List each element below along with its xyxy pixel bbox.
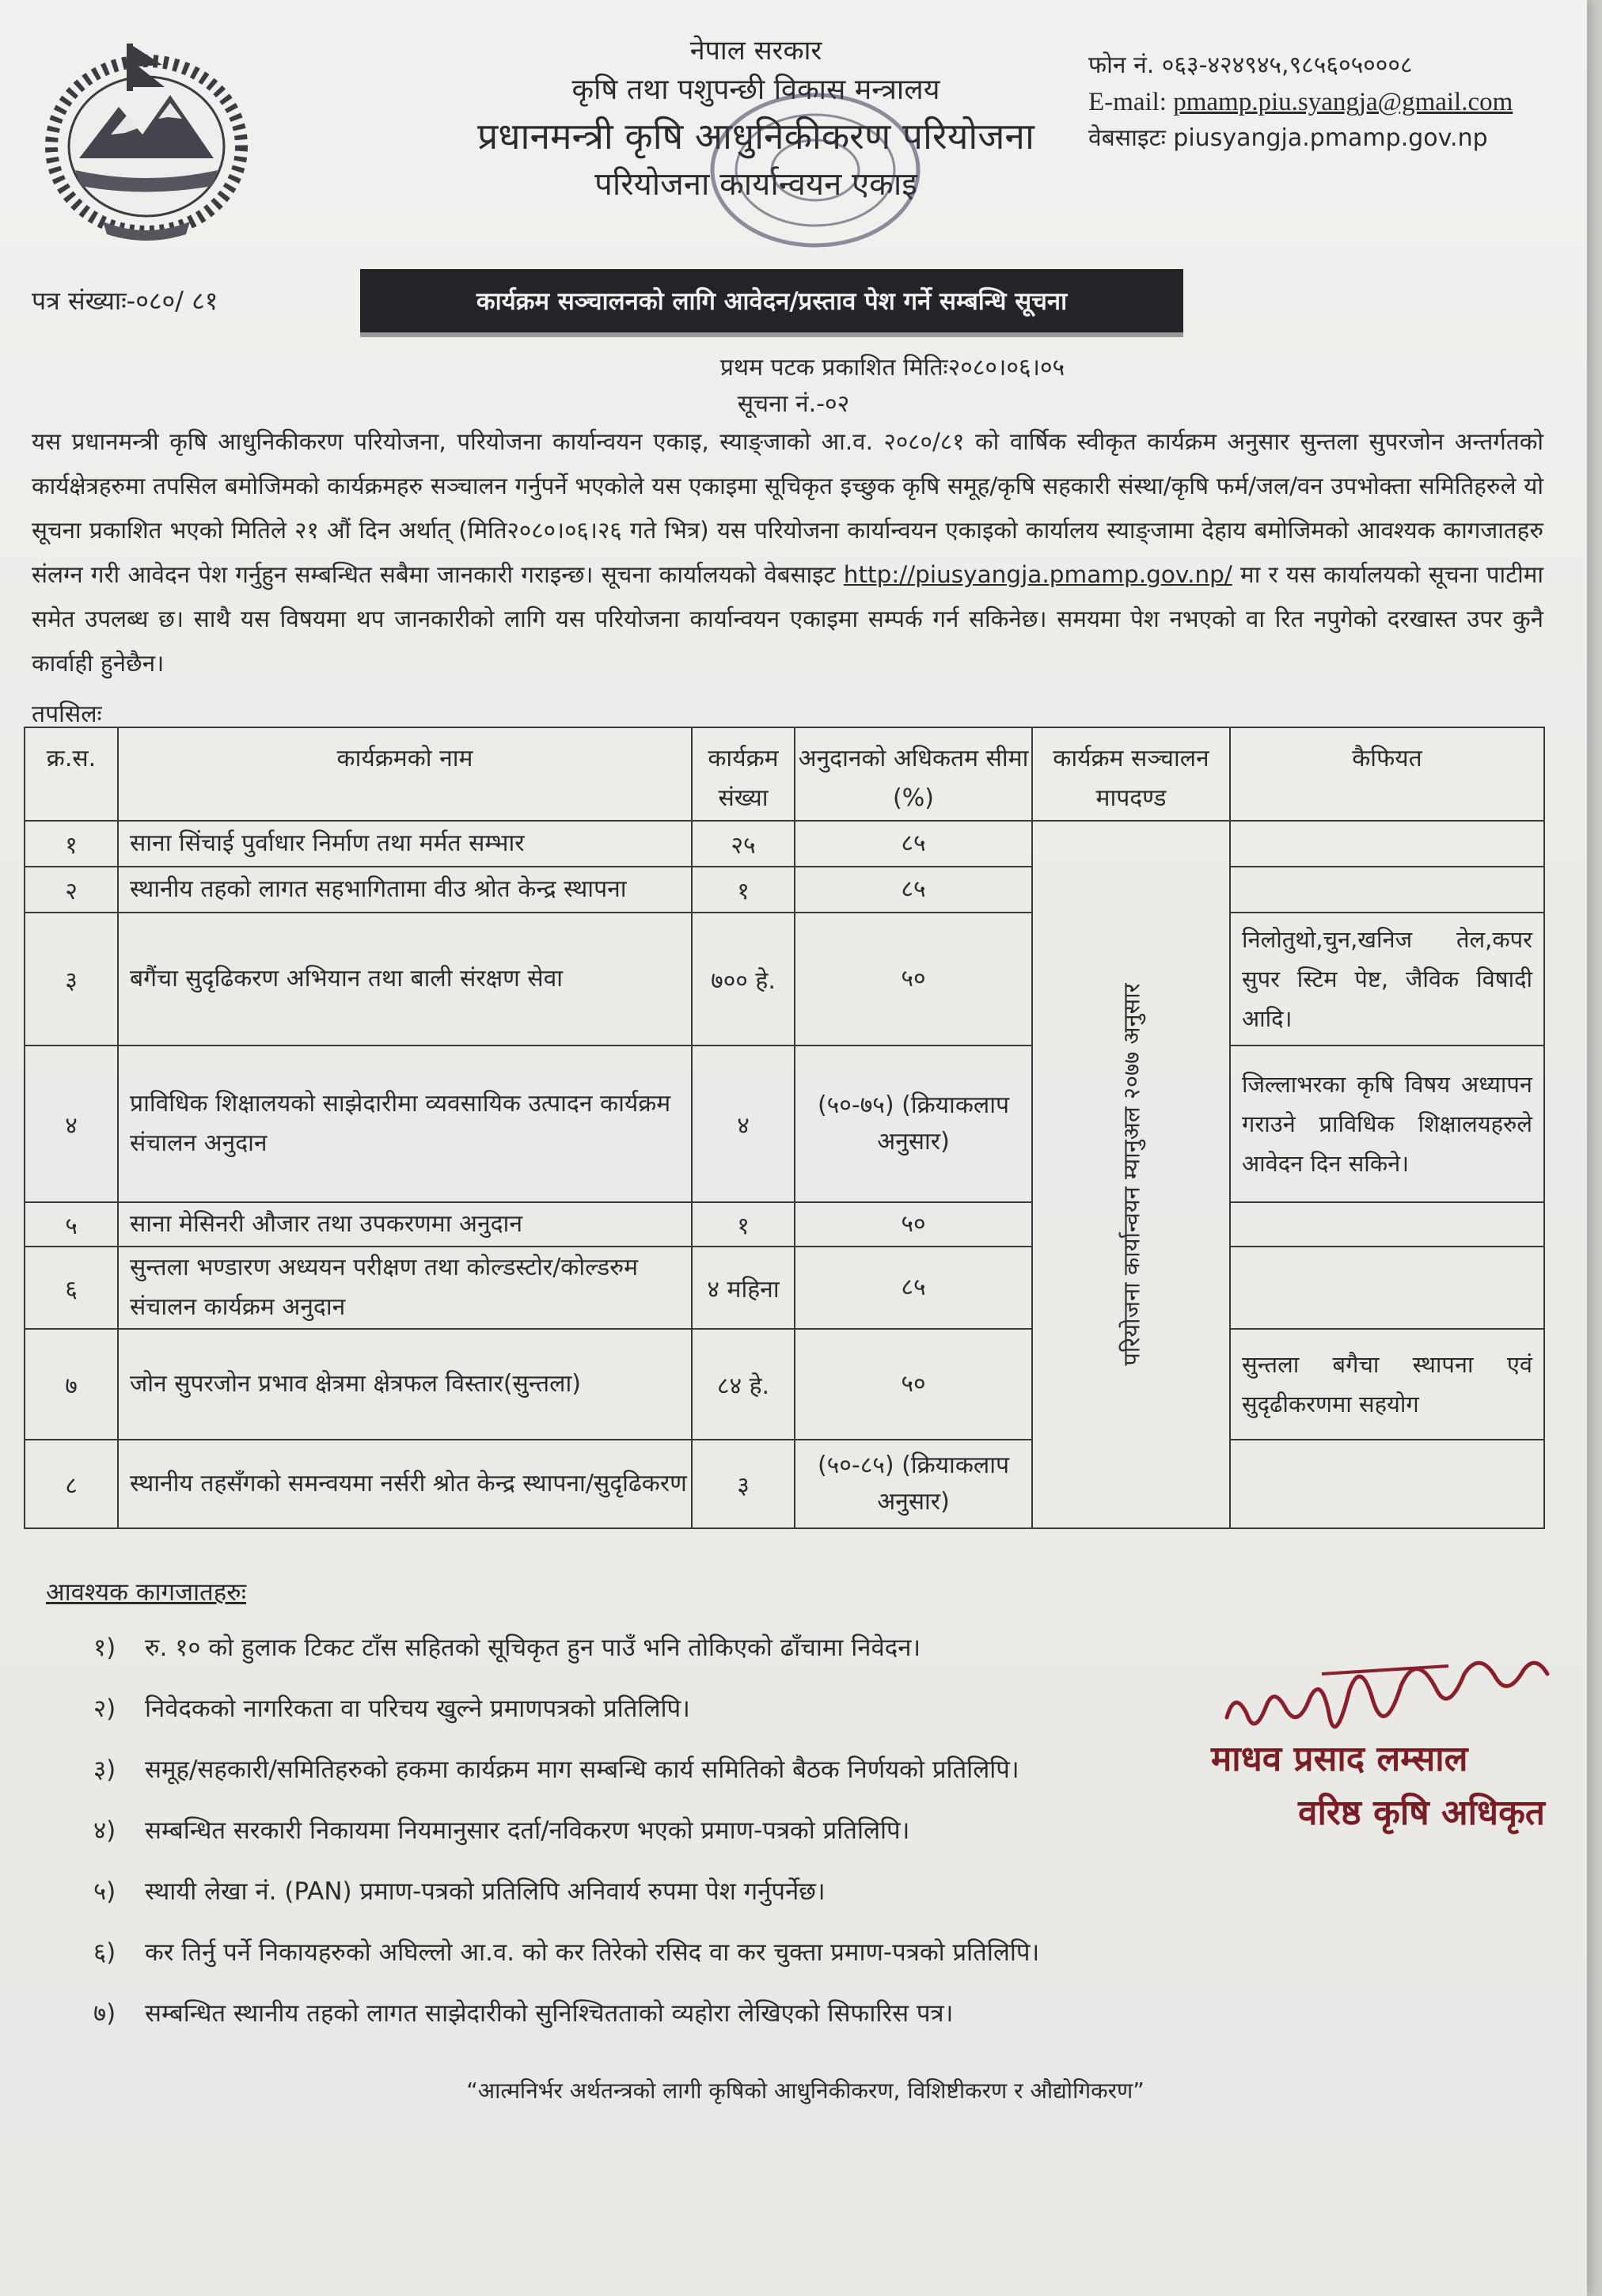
website: वेबसाइटः piusyangja.pmamp.gov.np [1088,124,1488,152]
ministry-name: कृषि तथा पशुपन्छी विकास मन्त्रालय [571,74,940,106]
row-sn: ७ [25,1329,118,1440]
table-row [25,1202,1544,1247]
item-text: सम्बन्धित सरकारी निकायमा नियमानुसार दर्ता/नविकरण भएको प्रमाण-पत्रको प्रतिलिपि। [145,1816,910,1845]
row-name: साना मेसिनरी औजार तथा उपकरणमा अनुदान [118,1202,692,1247]
list-item [93,1935,1281,1996]
row-sn: ६ [25,1247,118,1329]
row-limit: ५० [795,1329,1032,1440]
row-limit: ८५ [795,867,1032,913]
list-item [93,1630,1281,1691]
row-count: ७०० हे. [692,913,795,1046]
signatory-name: माधव प्रसाद लम्साल [1211,1739,1468,1779]
row-limit: ८५ [795,1247,1032,1329]
item-number: २) [93,1694,116,1723]
table-row [25,1247,1544,1329]
list-item [93,1691,1281,1752]
signatory-title: वरिष्ठ कृषि अधिकृत [1298,1793,1545,1833]
row-count: ३ [692,1440,795,1528]
row-limit: (५०-७५) (क्रियाकलाप अनुसार) [795,1046,1032,1202]
row-remark: सुन्तला बगैचा स्थापना एवं सुदृढीकरणमा सहयोग [1230,1329,1544,1440]
list-item [93,1874,1281,1935]
row-limit: (५०-८५) (क्रियाकलाप अनुसार) [795,1440,1032,1528]
item-text: रु. १० को हुलाक टिकट टाँस सहितको सूचिकृत हुन पाउँ भनि तोकिएको ढाँचामा निवेदन। [145,1634,921,1662]
notice-number: सूचना नं.-०२ [737,390,850,418]
documents-title: आवश्यक कागजातहरुः [46,1578,246,1607]
government-name: नेपाल सरकार [689,35,822,66]
row-sn: १ [25,821,118,867]
footer-slogan: “आत्मनिर्भर अर्थतन्त्रको लागी कृषिको आधुनिकीकरण, विशिष्टीकरण र औद्योगिकरण” [466,2078,1145,2104]
standard-text: परियोजना कार्यान्वयन म्यानुअल २०७७ अनुसार [1118,983,1145,1366]
row-remark [1230,821,1544,867]
list-item [93,1813,1281,1874]
row-remark [1230,1247,1544,1329]
row-limit: ५० [795,1202,1032,1247]
table-row [25,867,1544,913]
project-name: प्रधानमन्त्री कृषि आधुनिकीकरण परियोजना [477,115,1034,157]
website-link[interactable]: http://piusyangja.pmamp.gov.np/ [843,561,1232,588]
row-sn: २ [25,867,118,913]
row-remark: जिल्लाभरका कृषि विषय अध्यापन गराउने प्राविधिक शिक्षालयहरुले आवेदन दिन सकिने। [1230,1046,1544,1202]
row-sn: ५ [25,1202,118,1247]
unit-name: परियोजना कार्यान्वयन एकाइ [594,166,917,203]
item-text: स्थायी लेखा नं. (PAN) प्रमाण-पत्रको प्रतिलिपि अनिवार्य रुपमा पेश गर्नुपर्नेछ। [145,1877,826,1906]
list-item [93,1752,1281,1813]
col-header-limit: अनुदानको अधिकतम सीमा (%) [795,727,1032,821]
office-stamp-icon [697,83,934,257]
row-name: प्राविधिक शिक्षालयको साझेदारीमा व्यवसायिक उत्पादन कार्यक्रम संचालन अनुदान [118,1046,692,1202]
letter-number: पत्र संख्याः-०८०/ ८१ [32,286,218,316]
row-remark: निलोतुथो,चुन,खनिज तेल,कपर सुपर स्टिम पेष्ट, जैविक विषादी आदि। [1230,913,1544,1046]
item-text: कर तिर्नु पर्ने निकायहरुको अघिल्लो आ.व. को कर तिरेको रसिद वा कर चुक्ता प्रमाण-पत्रको प्रतिलिपि। [145,1938,1040,1967]
email-label: E-mail: [1088,88,1167,116]
table-row [25,913,1544,1046]
row-remark [1230,1202,1544,1247]
row-name: स्थानीय तहसँगको समन्वयमा नर्सरी श्रोत केन्द्र स्थापना/सुदृढिकरण [118,1440,692,1528]
col-header-count: कार्यक्रम संख्या [692,727,795,821]
notice-body [32,419,1543,685]
notice-title: कार्यक्रम सञ्चालनको लागि आवेदन/प्रस्ताव पेश गर्ने सम्बन्धि सूचना [360,269,1183,332]
row-count: १ [692,1202,795,1247]
row-count: ४ [692,1046,795,1202]
row-remark [1230,867,1544,913]
row-remark [1230,1440,1544,1528]
program-table [24,727,1545,1529]
col-header-sn: क्र.स. [25,727,118,821]
row-sn: ४ [25,1046,118,1202]
col-header-standard: कार्यक्रम सञ्चालन मापदण्ड [1032,727,1230,821]
contact-block [1088,47,1579,157]
nepal-emblem-icon [32,40,261,244]
body-text-2: मा र यस कार्यालयको सूचना पाटीमा समेत उपलब्ध छ। साथै यस विषयमा थप जानकारीको लागि यस परियोजना कार्यान्वयन एकाइमा सम्पर्क गर्न सकिनेछ। समयमा पेश नभएको वा रित नपुगेको दरखास्त उपर कुनै कार्वाही हुनेछैन। [32,561,1543,677]
item-number: ७) [93,1999,116,2028]
row-limit: ५० [795,913,1032,1046]
item-number: ३) [93,1755,116,1784]
row-count: ४ महिना [692,1247,795,1329]
row-name: बगैंचा सुदृढिकरण अभियान तथा बाली संरक्षण सेवा [118,913,692,1046]
item-number: ४) [93,1816,116,1845]
row-sn: ३ [25,913,118,1046]
publish-date: प्रथम पटक प्रकाशित मितिः२०८०।०६।०५ [719,354,1065,381]
row-sn: ८ [25,1440,118,1528]
table-row [25,821,1544,867]
standard-cell [1032,821,1230,1528]
table-row [25,1440,1544,1528]
table-row [25,1046,1544,1202]
item-text: सम्बन्धित स्थानीय तहको लागत साझेदारीको सुनिश्चितताको व्यहोरा लेखिएको सिफारिस पत्र। [145,1999,954,2028]
item-text: निवेदकको नागरिकता वा परिचय खुल्ने प्रमाणपत्रको प्रतिलिपि। [145,1694,690,1723]
item-text: समूह/सहकारी/समितिहरुको हकमा कार्यक्रम माग सम्बन्धि कार्य समितिको बैठक निर्णयको प्रतिलिपि। [145,1755,1019,1784]
phone-number: फोन नं. ०६३-४२४९४५,९८५६०५०००८ [1088,51,1413,79]
row-name: स्थानीय तहको लागत सहभागितामा वीउ श्रोत केन्द्र स्थापना [118,867,692,913]
col-header-remarks: कैफियत [1230,727,1544,821]
email-link[interactable]: pmamp.piu.syangja@gmail.com [1173,88,1513,116]
row-count: २५ [692,821,795,867]
item-number: ५) [93,1877,116,1906]
table-row [25,1329,1544,1440]
row-count: १ [692,867,795,913]
item-number: १) [93,1634,116,1662]
row-limit: ८५ [795,821,1032,867]
list-item [93,1996,1281,2057]
row-count: ८४ हे. [692,1329,795,1440]
table-header-row [25,727,1544,821]
schedule-label: तपसिलः [32,700,102,728]
col-header-name: कार्यक्रमको नाम [118,727,692,821]
row-name: साना सिंचाई पुर्वाधार निर्माण तथा मर्मत सम्भार [118,821,692,867]
row-name: जोन सुपरजोन प्रभाव क्षेत्रमा क्षेत्रफल विस्तार(सुन्तला) [118,1329,692,1440]
row-name: सुन्तला भण्डारण अध्ययन परीक्षण तथा कोल्डस्टोर/कोल्डरुम संचालन कार्यक्रम अनुदान [118,1247,692,1329]
item-number: ६) [93,1938,116,1967]
body-text-1: यस प्रधानमन्त्री कृषि आधुनिकीकरण परियोजना, परियोजना कार्यान्वयन एकाइ, स्याङ्जाको आ.व. २०८०/८१ को वार्षिक स्वीकृत कार्यक्रम अनुसार सुन्तला सुपरजोन अन्तर्गतको कार्यक्षेत्रहरुमा तपसिल बमोजिमको कार्यक्रमहरु सञ्चालन गर्नुपर्ने भएकोले यस एकाइमा सूचिकृत इच्छुक कृषि समूह/कृषि सहकारी संस्था/कृषि फर्म/जल/वन उपभोक्ता समितिहरुले यो सूचना प्रकाशित भएको मितिले २१ औं दिन अर्थात् (मिति२०८०।०६।२६ गते भित्र) यस परियोजना कार्यान्वयन एकाइको कार्यालय स्याङ्जामा देहाय बमोजिमको आवश्यक कागजातहरु संलग्न गरी आवेदन पेश गर्नुहुन सम्बन्धित सबैमा जानकारी गराइन्छ। सूचना कार्यालयको वेबसाइट [32,428,1543,588]
documents-list [93,1630,1281,2057]
